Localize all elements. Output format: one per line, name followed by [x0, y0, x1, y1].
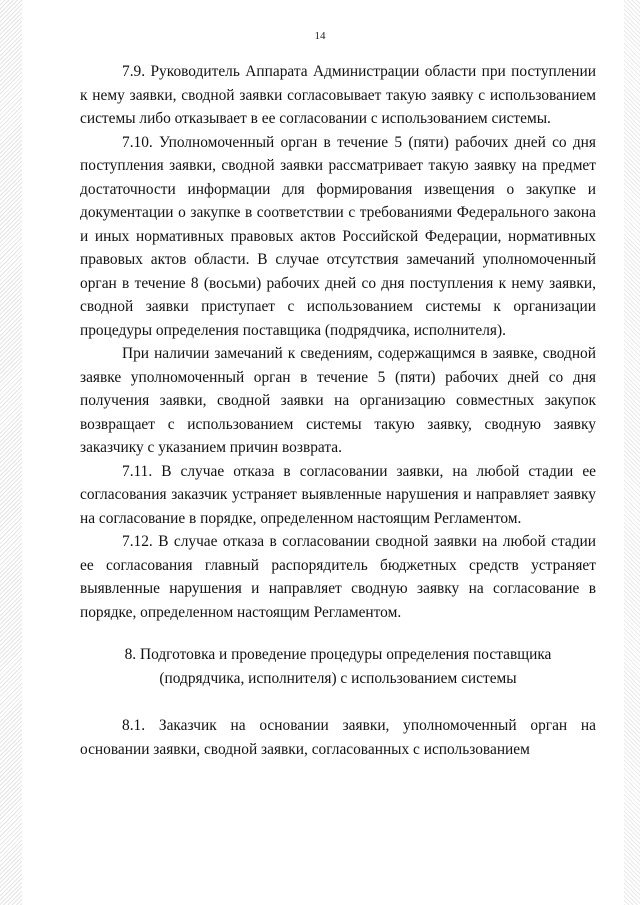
- document-body: [80, 60, 596, 761]
- paragraph-7-9: 7.9. Руководитель Аппарата Администрации области при поступлении к нему заявки, сводной заявки согласовывает такую заявку с использованием системы либо отказывает в ее согласовании с использованием системы.: [80, 63, 596, 127]
- paragraph-7-10-remarks: При наличии замечаний к сведениям, содержащимся в заявке, сводной заявке уполномоченный орган в течение 5 (пяти) рабочих дней со дня получения заявки, сводной заявки на организацию совместных закупок возвращает с использованием системы такую заявку, сводную заявку заказчику с указанием причин возврата.: [80, 345, 596, 456]
- section-8-heading: 8. Подготовка и проведение процедуры определения поставщика (подрядчика, исполнителя) с использованием системы: [124, 646, 552, 687]
- paragraph-7-12: 7.12. В случае отказа в согласовании сводной заявки на любой стадии ее согласования главный распорядитель бюджетных средств устраняет выявленные нарушения и направляет сводную заявку на согласование в порядке, определенном настоящим Регламентом.: [80, 533, 596, 621]
- page-number: 14: [314, 30, 326, 42]
- paragraph-7-10: 7.10. Уполномоченный орган в течение 5 (пяти) рабочих дней со дня поступления заявки, сводной заявки рассматривает такую заявку на предмет достаточности информации для формирования извещения о закупке и документации о закупке в соответствии с требованиями Федерального закона и иных нормативных правовых актов Российской Федерации, нормативных правовых актов области. В случае отсутствия замечаний уполномоченный орган в течение 8 (восьми) рабочих дней со дня поступления к нему заявки, сводной заявки приступает с использованием системы к организации процедуры определения поставщика (подрядчика, исполнителя).: [80, 133, 596, 339]
- paragraph-8-1: 8.1. Заказчик на основании заявки, уполномоченный орган на основании заявки, сводной заявки, согласованных с использованием: [80, 717, 596, 758]
- scan-edge-right: [624, 0, 640, 905]
- scan-edge-left: [0, 0, 22, 905]
- paragraph-7-11: 7.11. В случае отказа в согласовании заявки, на любой стадии ее согласования заказчик устраняет выявленные нарушения и направляет заявку на согласование в порядке, определенном настоящим Регламентом.: [80, 462, 596, 527]
